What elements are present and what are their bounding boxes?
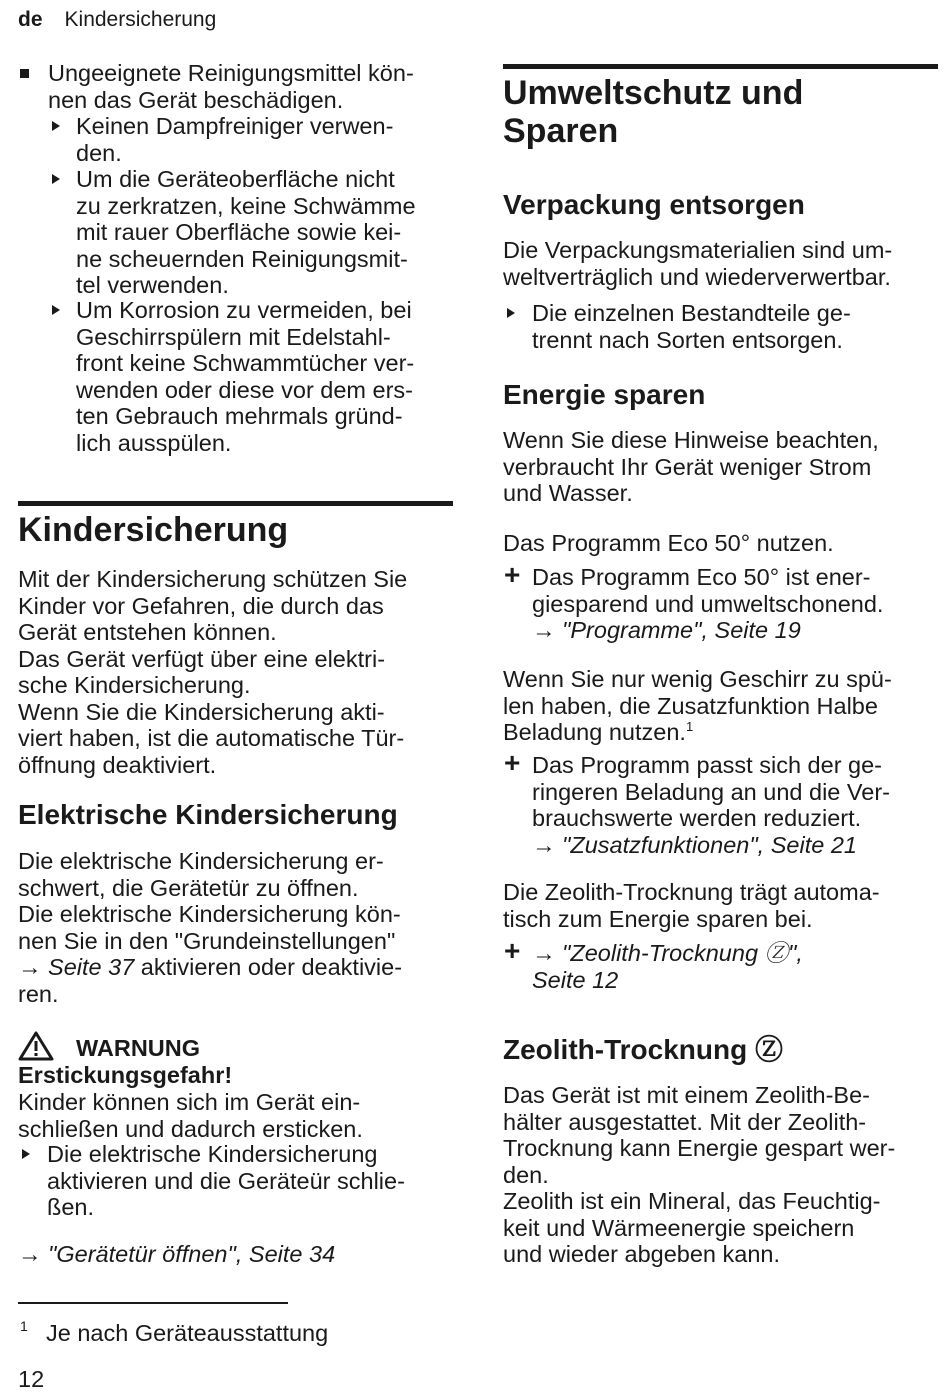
list-item: Um Korrosion zu vermeiden, bei Geschirrspülern mit Edelstahl- front keine Schwammtücher ver- wenden oder diese vor dem ers- ten Gebrauch mehrmals gründ- lich ausspülen.: [48, 297, 458, 456]
page-number: 12: [18, 1366, 45, 1392]
paragraph: Die Verpackungsmaterialien sind um- weltverträglich und wiederverwertbar.: [503, 237, 893, 290]
list-item: Die einzelnen Bestandteile ge- trennt nach Sorten entsorgen.: [503, 300, 943, 353]
footnote-marker: 1: [685, 719, 694, 735]
language-code: de: [18, 8, 43, 31]
heading-energie: Energie sparen: [503, 379, 706, 410]
list-item: [503, 935, 943, 993]
list-item: Keinen Dampfreiniger verwen- den.: [48, 113, 458, 166]
paragraph: Wenn Sie nur wenig Geschirr zu spü- len haben, die Zusatzfunktion Halbe Beladung nutzen.$^1$: [503, 666, 892, 745]
paragraph: Die elektrische Kindersicherung er- schwert, die Gerätetür zu öffnen. Die elektrische Kindersicherung kön- nen Sie in den "Grundeinstellungen": [18, 848, 401, 954]
header-section: Kindersicherung: [64, 8, 217, 31]
page-reference-link[interactable]: → "Zeolith-Trocknung Ⓩ",: [532, 940, 803, 966]
page-reference-link[interactable]: → "Programme", Seite 19: [532, 617, 801, 643]
triangle-bullet-icon: [52, 305, 60, 315]
list-item: + Das Programm passt sich der ge- ringeren Beladung an und die Ver- brauchswerte werden reduziert. → "Zusatzfunktionen", Seite 21: [503, 752, 943, 858]
list-item: Die elektrische Kindersicherung aktivieren und die Geräteür schlie- ßen.: [18, 1141, 458, 1221]
triangle-bullet-icon: [52, 121, 60, 131]
paragraph: Das Gerät ist mit einem Zeolith-Be- hälter ausgestattet. Mit der Zeolith- Trocknung kann Energie gespart wer- den. Zeolith ist ein Mineral, das Feuchtig- keit und Wärmeenergie speichern und wieder abgeben kann.: [503, 1082, 896, 1267]
paragraph: Mit der Kindersicherung schützen Sie Kinder vor Gefahren, die durch das Gerät entstehen können. Das Gerät verfügt über eine elektri- sche Kindersicherung. Wenn Sie die Kindersicherung akti- viert haben, ist die automatische Tür- öffnung deaktiviert.: [18, 566, 408, 778]
heading-zeolith: Zeolith-Trocknung Ⓩ: [503, 1034, 783, 1065]
paragraph-continuation: ren.: [18, 981, 59, 1007]
heading-kindersicherung: Kindersicherung: [18, 511, 289, 549]
paragraph: Wenn Sie diese Hinweise beachten, verbraucht Ihr Gerät weniger Strom und Wasser.: [503, 427, 879, 506]
list-item: Ungeeignete Reinigungsmittel kön- nen das Gerät beschädigen.: [18, 60, 458, 113]
page-reference-link[interactable]: Seite 12: [532, 966, 619, 993]
paragraph: Das Programm Eco 50° nutzen.: [503, 530, 834, 556]
page-reference-link[interactable]: → "Zusatzfunktionen", Seite 21: [532, 831, 857, 858]
section-rule: [503, 64, 938, 69]
square-bullet-icon: [20, 69, 29, 78]
plus-icon: +: [504, 747, 521, 778]
warning-text: Kinder können sich im Gerät ein- schließen und dadurch ersticken.: [18, 1089, 363, 1142]
warning-label: WARNUNG: [76, 1035, 201, 1061]
running-header: [18, 8, 216, 32]
footnote-number: 1: [20, 1318, 28, 1334]
triangle-bullet-icon: [52, 174, 60, 184]
list-item: + Das Programm Eco 50° ist ener- giesparend und umweltschonend. → "Programme", Seite 19: [503, 564, 943, 644]
section-rule: [18, 501, 453, 506]
page-reference-link[interactable]: → Seite 37: [18, 954, 135, 980]
page-reference-link[interactable]: → "Gerätetür öffnen", Seite 34: [18, 1241, 336, 1267]
plus-icon: +: [504, 935, 521, 966]
triangle-bullet-icon: [22, 1149, 30, 1159]
warning-triangle-icon: [18, 1031, 54, 1061]
heading-verpackung: Verpackung entsorgen: [503, 189, 805, 220]
heading-umweltschutz: Umweltschutz und Sparen: [503, 74, 804, 150]
footnote-rule: [18, 1302, 288, 1304]
footnote-text: Je nach Geräteausstattung: [46, 1320, 329, 1346]
warning-title: Erstickungsgefahr!: [18, 1062, 233, 1088]
triangle-bullet-icon: [507, 308, 515, 318]
heading-elektrische-kindersicherung: Elektrische Kindersicherung: [18, 799, 398, 830]
list-item: Um die Geräteoberfläche nicht zu zerkratzen, keine Schwämme mit rauer Oberfläche sowie kei- ne scheuernden Reinigungsmit- tel verwenden.: [48, 166, 458, 299]
paragraph: Die Zeolith-Trocknung trägt automa- tisch zum Energie sparen bei.: [503, 879, 880, 932]
plus-icon: +: [504, 559, 521, 590]
paragraph-continuation: → Seite 37 aktivieren oder deaktivie-: [18, 954, 403, 980]
